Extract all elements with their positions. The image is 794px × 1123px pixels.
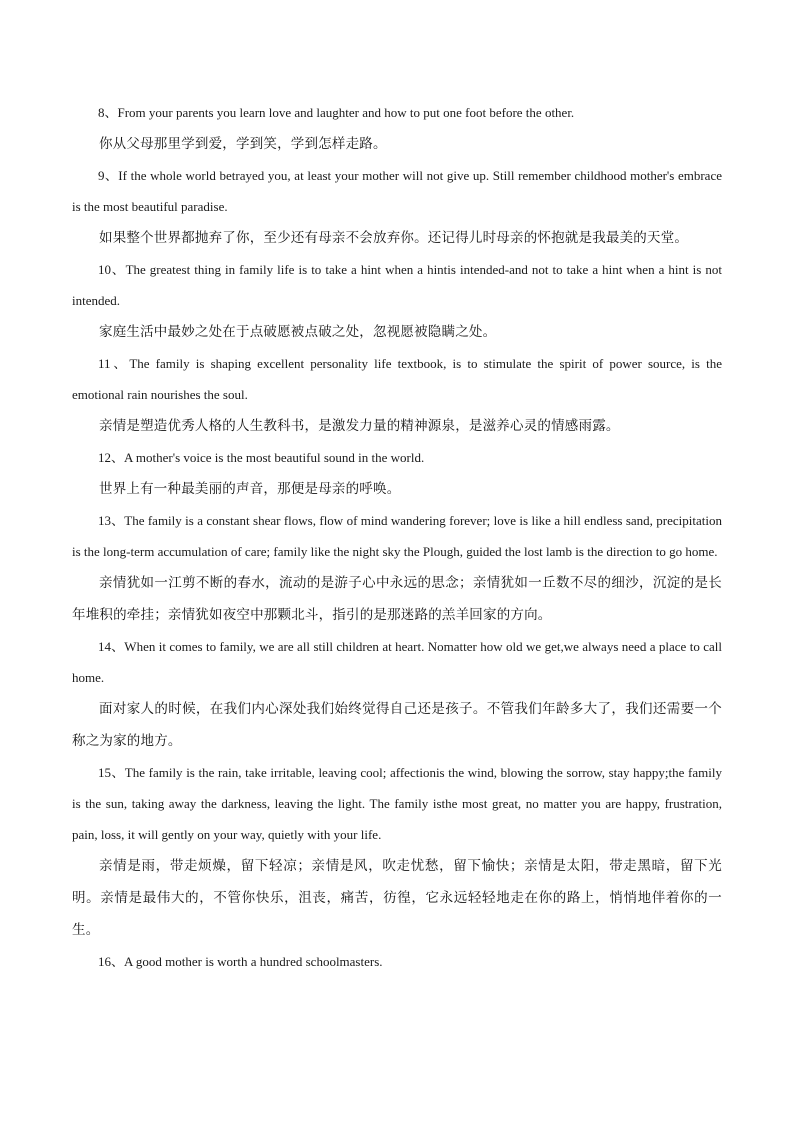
quote-14-english: 14、When it comes to family, we are all still children at heart. Nomatter how old we get,we always need a place to call home.: [72, 639, 722, 685]
quote-9-english: 9、If the whole world betrayed you, at least your mother will not give up. Still remember childhood mother's embrace is the most beautiful paradise.: [72, 168, 722, 214]
quote-13-english: 13、The family is a constant shear flows, flow of mind wandering forever; love is like a hill endless sand, precipitation is the long-term accumulation of care; family like the night sky the Plough, guided the lost lamb is the direction to go home.: [72, 513, 722, 559]
quote-14-chinese: 面对家人的时候，在我们内心深处我们始终觉得自己还是孩子。不管我们年龄多大了，我们还需要一个称之为家的地方。: [72, 701, 722, 749]
quote-15-chinese: 亲情是雨，带走烦燥，留下轻凉；亲情是风，吹走忧愁，留下愉快；亲情是太阳，带走黑暗，留下光明。亲情是最伟大的，不管你快乐，沮丧，痛苦，彷徨，它永远轻轻地走在你的路上，悄悄地伴着你的一生。: [72, 858, 722, 938]
quote-12-english: 12、A mother's voice is the most beautiful sound in the world.: [98, 450, 425, 465]
quote-16-english: 16、A good mother is worth a hundred schoolmasters.: [98, 954, 383, 969]
quote-10-english: 10、The greatest thing in family life is to take a hint when a hintis intended-and not to take a hint when a hint is not intended.: [72, 262, 722, 308]
quote-8-english: 8、From your parents you learn love and laughter and how to put one foot before the other.: [98, 105, 575, 120]
quote-9-chinese: 如果整个世界都抛弃了你，至少还有母亲不会放弃你。还记得儿时母亲的怀抱就是我最美的天堂。: [99, 230, 689, 246]
quote-11-english: 11、The family is shaping excellent personality life textbook, is to stimulate the spirit of power source, is the emotional rain nourishes the soul.: [72, 356, 722, 402]
quote-11-chinese: 亲情是塑造优秀人格的人生教科书，是激发力量的精神源泉，是滋养心灵的情感雨露。: [99, 418, 620, 434]
quote-15-english: 15、The family is the rain, take irritable, leaving cool; affectionis the wind, blowing the sorrow, stay happy;the family is the sun, taking away the darkness, leaving the light. The family isthe most great, no matter you are happy, frustration, pain, loss, it will gently on your way, quietly with your life.: [72, 765, 722, 842]
quote-12-chinese: 世界上有一种最美丽的声音，那便是母亲的呼唤。: [99, 481, 401, 497]
quote-13-chinese: 亲情犹如一江剪不断的春水，流动的是游子心中永远的思念；亲情犹如一丘数不尽的细沙，沉淀的是长年堆积的牵挂；亲情犹如夜空中那颗北斗，指引的是那迷路的羔羊回家的方向。: [72, 575, 722, 623]
quote-10-chinese: 家庭生活中最妙之处在于点破愿被点破之处，忽视愿被隐瞒之处。: [99, 324, 497, 340]
document-body: [72, 97, 722, 977]
quote-8-chinese: 你从父母那里学到爱，学到笑，学到怎样走路。: [99, 136, 387, 152]
